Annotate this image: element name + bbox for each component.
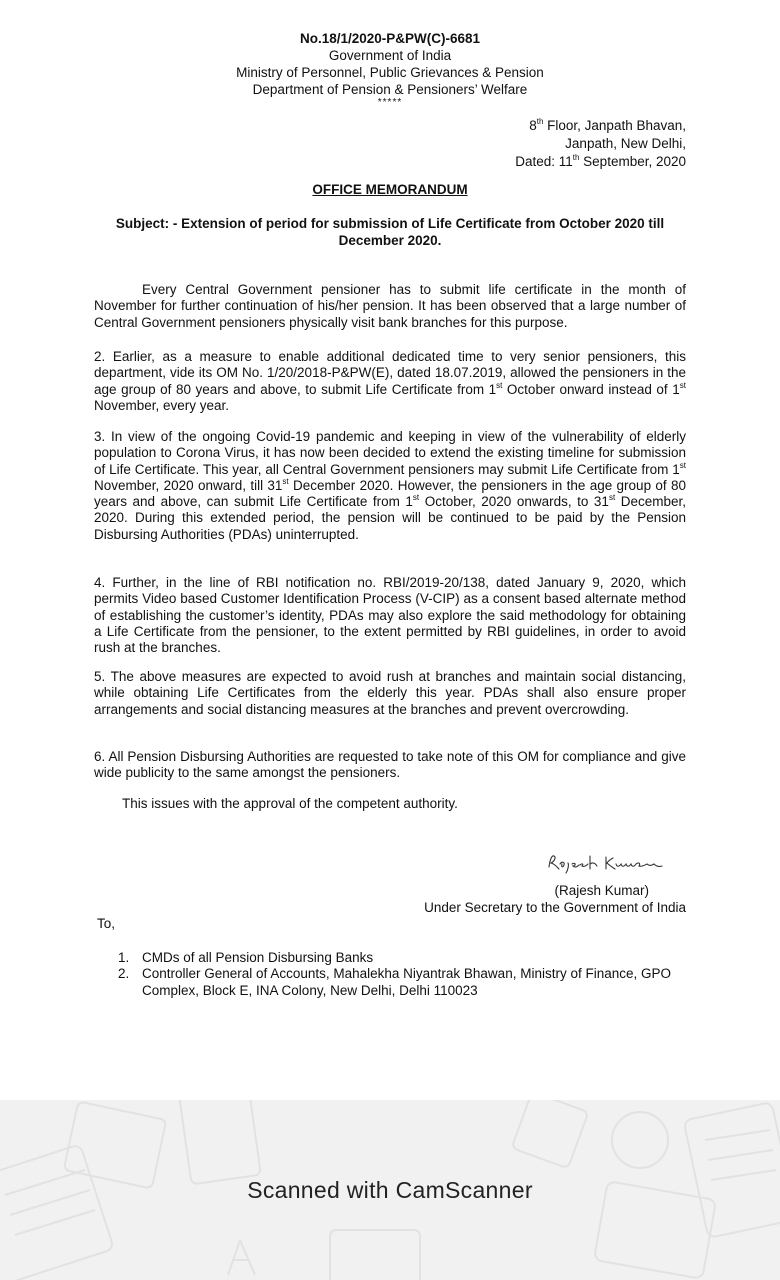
address-block	[515, 117, 686, 171]
department-line: Department of Pension & Pensioners’ Welfare	[252, 82, 528, 97]
signature-scrawl	[546, 851, 666, 875]
list-item: 2. Controller General of Accounts, Mahalekha Niyantrak Bhawan, Ministry of Finance, GPO Complex, Block E, INA Colony, New Delhi, Delhi 110023	[118, 966, 671, 998]
paragraph-4: 4. Further, in the line of RBI notification no. RBI/2019-20/138, dated January 9, 2020, which permits Video based Customer Identification Process (V-CIP) as a consent based alternate method of establishing the customer’s identity, PDAs may also explore the said methodology for obtaining a Life Certificate from the pensioner, to the extent permitted by RBI guidelines, in order to avoid rush at the branches.	[94, 575, 686, 656]
government-line: Government of India	[328, 48, 452, 63]
address-city: Janpath, New Delhi,	[565, 136, 686, 151]
scanner-watermark-footer	[0, 1100, 780, 1280]
memo-number: No.18/1/2020-P&PW(C)-6681	[299, 31, 481, 46]
paragraph-3: 3. In view of the ongoing Covid-19 pandemic and keeping in view of the vulnerability of elderly population to Corona Virus, it has now been decided to extend the existing timeline for submission of Life Certificate. This year, all Central Government pensioners may submit Life Certificate from 1st November, 2020 onward, till 31st December 2020. However, the pensioners in the age group of 80 years and above, can submit Life Certificate from 1st October, 2020 onwards, to 31st December, 2020. During this extended period, the pension will be continued to be paid by the Pension Disbursing Authorities (PDAs) uninterrupted.	[94, 429, 687, 542]
signatory-block	[386, 882, 686, 916]
camscanner-brand-text: Scanned with CamScanner	[247, 1177, 533, 1203]
to-label: To,	[97, 916, 116, 931]
address-floor: 8th Floor, Janpath Bhavan,	[529, 117, 686, 133]
signatory-name: (Rajesh Kumar)	[554, 883, 649, 898]
ministry-line: Ministry of Personnel, Public Grievances & Pension	[236, 65, 544, 80]
recipient-list	[118, 950, 688, 999]
paragraph-1: Every Central Government pensioner has to submit life certificate in the month of November for further continuation of his/her pension. It has been observed that a large number of Central Government pensioners physically visit bank branches for this purpose.	[94, 282, 686, 330]
approval-line: This issues with the approval of the competent authority.	[122, 796, 458, 811]
paragraph-5: 5. The above measures are expected to avoid rush at branches and maintain social distancing, while obtaining Life Certificates from the elderly this year. PDAs shall also ensure proper arrangements and social distancing measures at the branches and prevent overcrowding.	[94, 669, 686, 717]
memo-title: OFFICE MEMORANDUM	[312, 182, 468, 197]
paragraph-2: 2. Earlier, as a measure to enable additional dedicated time to very senior pensioners, this department, vide its OM No. 1/20/2018-P&PW(E), dated 18.07.2019, allowed the pensioners in the age group of 80 years and above, to submit Life Certificate from 1st October onward instead of 1st November, every year.	[94, 349, 686, 413]
separator-stars: *****	[377, 97, 403, 108]
paragraph-6: 6. All Pension Disbursing Authorities are requested to take note of this OM for compliance and give wide publicity to the same amongst the pensioners.	[94, 749, 686, 781]
list-item: 1. CMDs of all Pension Disbursing Banks	[118, 950, 374, 965]
memo-subject: Subject: - Extension of period for submission of Life Certificate from October 2020 till December 2020.	[115, 216, 665, 248]
signatory-designation: Under Secretary to the Government of India	[424, 900, 686, 915]
letterhead	[0, 30, 780, 108]
memo-date: Dated: 11th September, 2020	[515, 153, 686, 169]
